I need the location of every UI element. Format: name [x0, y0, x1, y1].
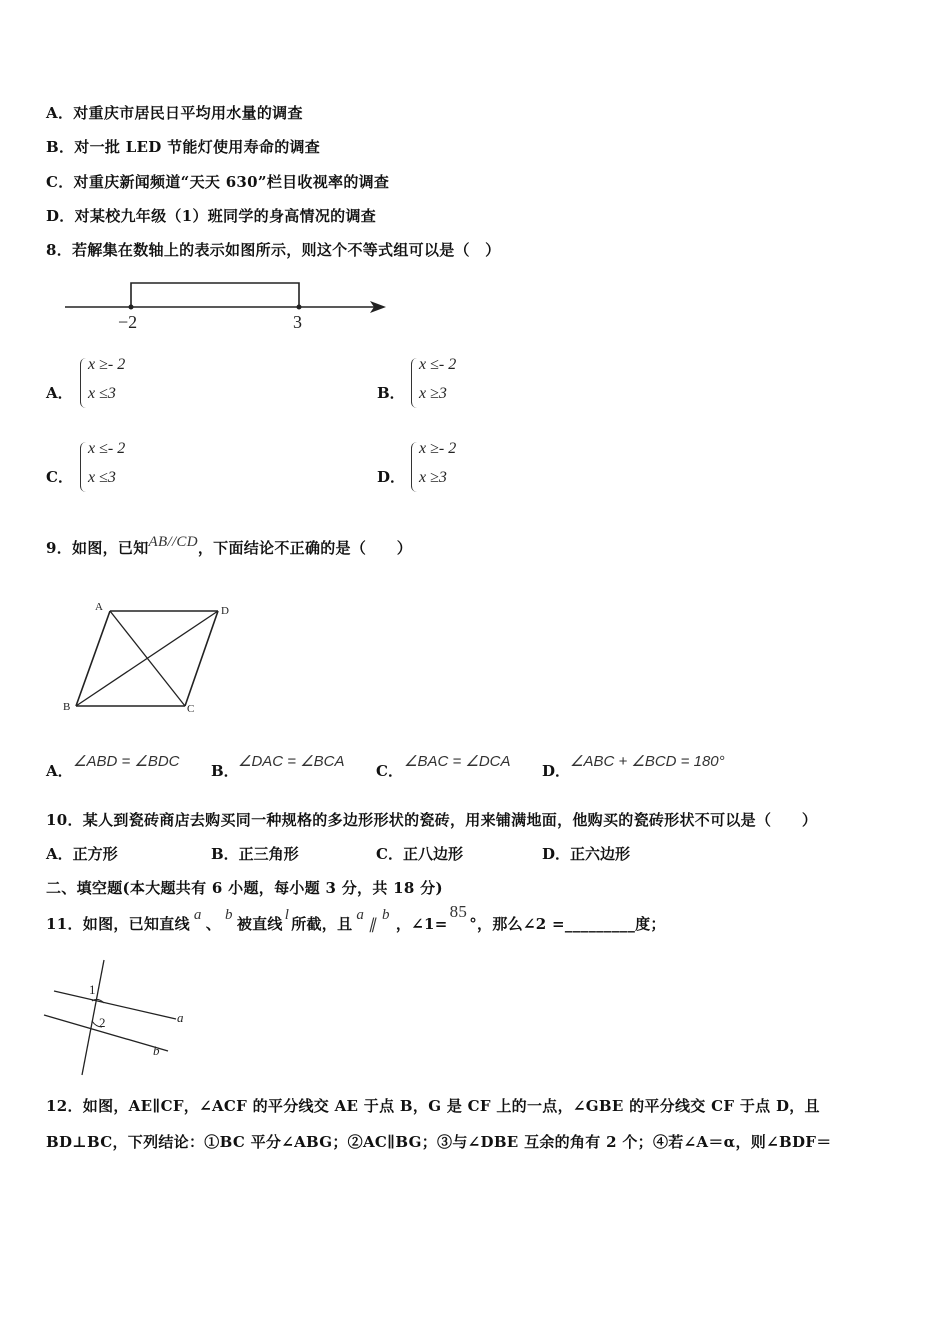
q7-option-a: A．对重庆市居民日平均用水量的调查	[46, 104, 303, 122]
q8-option-b-label: B．	[377, 384, 405, 402]
q8-d-row2: x ≥3	[419, 469, 447, 486]
point-b: B	[63, 701, 71, 713]
axis-label-neg2: −2	[118, 312, 138, 332]
q8-option-a-system	[80, 356, 180, 412]
section-2-heading: 二、填空题(本大题共有 6 小题，每小题 3 分，共 18 分)	[46, 879, 443, 897]
line-a-label: a	[177, 1010, 184, 1025]
point-a: A	[95, 601, 103, 613]
q9-stem-math: AB//CD	[148, 534, 198, 550]
q10-option-d: D．正六边形	[542, 845, 631, 863]
q8-stem: 8．若解集在数轴上的表示如图所示，则这个不等式组可以是（ ）	[46, 241, 501, 259]
q8-option-d-system	[411, 440, 511, 496]
q9-stem-prefix: 9．如图，已知	[46, 539, 149, 557]
q9-option-a-expr: ∠ABD = ∠BDC	[73, 753, 180, 770]
q11-p1: 11．如图，已知直线	[46, 915, 190, 933]
q11-p5: °，那么∠2 =_________度；	[469, 915, 666, 933]
q10-stem: 10．某人到瓷砖商店去购买同一种规格的多边形形状的瓷砖，用来铺满地面，他购买的瓷砖形状不可以是（ ）	[46, 811, 818, 829]
point-d: D	[221, 605, 229, 617]
q9-parallelogram-figure	[58, 596, 238, 720]
q9-option-c-expr: ∠BAC = ∠DCA	[404, 753, 511, 770]
q9-stem-suffix: ，下面结论不正确的是（ ）	[197, 539, 413, 557]
q9-option-b-expr: ∠DAC = ∠BCA	[238, 753, 345, 770]
q8-d-row1: x ≥- 2	[419, 440, 457, 457]
q11-p2: 被直线	[236, 915, 283, 933]
q9-stem	[46, 534, 413, 558]
q8-option-d-label: D．	[377, 468, 406, 486]
q8-a-row2: x ≤3	[88, 385, 116, 402]
q11-angle-value: 85	[449, 902, 468, 921]
q11-p4: ，∠1=	[395, 915, 448, 933]
q9-option-a-label: A．	[46, 762, 73, 780]
q9-option-d-label: D．	[542, 762, 571, 780]
q8-c-row2: x ≤3	[88, 469, 116, 486]
q11-parallel: ∥	[368, 917, 377, 933]
q11-p3: 所截，且	[291, 915, 353, 933]
point-c: C	[187, 703, 195, 715]
q11-parallel-lines-figure	[40, 955, 200, 1080]
q8-option-c-label: C．	[46, 468, 73, 486]
axis-label-3: 3	[293, 312, 302, 332]
q8-number-line	[60, 275, 400, 335]
q8-option-a-label: A．	[46, 384, 73, 402]
q9-option-b-label: B．	[211, 762, 239, 780]
q7-option-b: B．对一批 LED 节能灯使用寿命的调查	[46, 138, 321, 156]
q7-option-d: D．对某校九年级（1）班同学的身高情况的调查	[46, 207, 377, 225]
q10-option-c: C．正八边形	[376, 845, 463, 863]
q8-b-row1: x ≤- 2	[419, 356, 457, 373]
q11-var-a: a	[193, 907, 202, 923]
angle-2-label: 2	[99, 1015, 106, 1030]
q11-sep: 、	[205, 915, 221, 933]
q11-stem	[46, 902, 666, 934]
line-b-label: b	[153, 1043, 160, 1058]
q8-a-row1: x ≥- 2	[88, 356, 126, 373]
q11-var-l: l	[284, 907, 290, 923]
q12-line-1: 12．如图，AE∥CF，∠ACF 的平分线交 AE 于点 B，G 是 CF 上的一点，∠GBE 的平分线交 CF 于点 D，且	[46, 1097, 820, 1115]
q10-option-b: B．正三角形	[211, 845, 299, 863]
q8-b-row2: x ≥3	[419, 385, 447, 402]
q10-option-a: A．正方形	[46, 845, 118, 863]
q9-option-c-label: C．	[376, 762, 403, 780]
q12-line-2: BD⊥BC，下列结论：①BC 平分∠ABG；②AC∥BG；③与∠DBE 互余的角有 2 个；④若∠A＝α，则∠BDF＝	[46, 1133, 832, 1151]
q11-var-b: b	[225, 907, 233, 923]
q9-option-d-expr: ∠ABC + ∠BCD = 180°	[570, 753, 725, 770]
q7-option-c: C．对重庆新闻频道“天天 630”栏目收视率的调查	[46, 173, 390, 191]
q8-option-c-system	[80, 440, 180, 496]
q11-var-a2: a	[356, 907, 365, 923]
q11-var-b2: b	[382, 907, 390, 923]
q8-option-b-system	[411, 356, 511, 412]
angle-1-label: 1	[89, 982, 96, 997]
q8-c-row1: x ≤- 2	[88, 440, 126, 457]
